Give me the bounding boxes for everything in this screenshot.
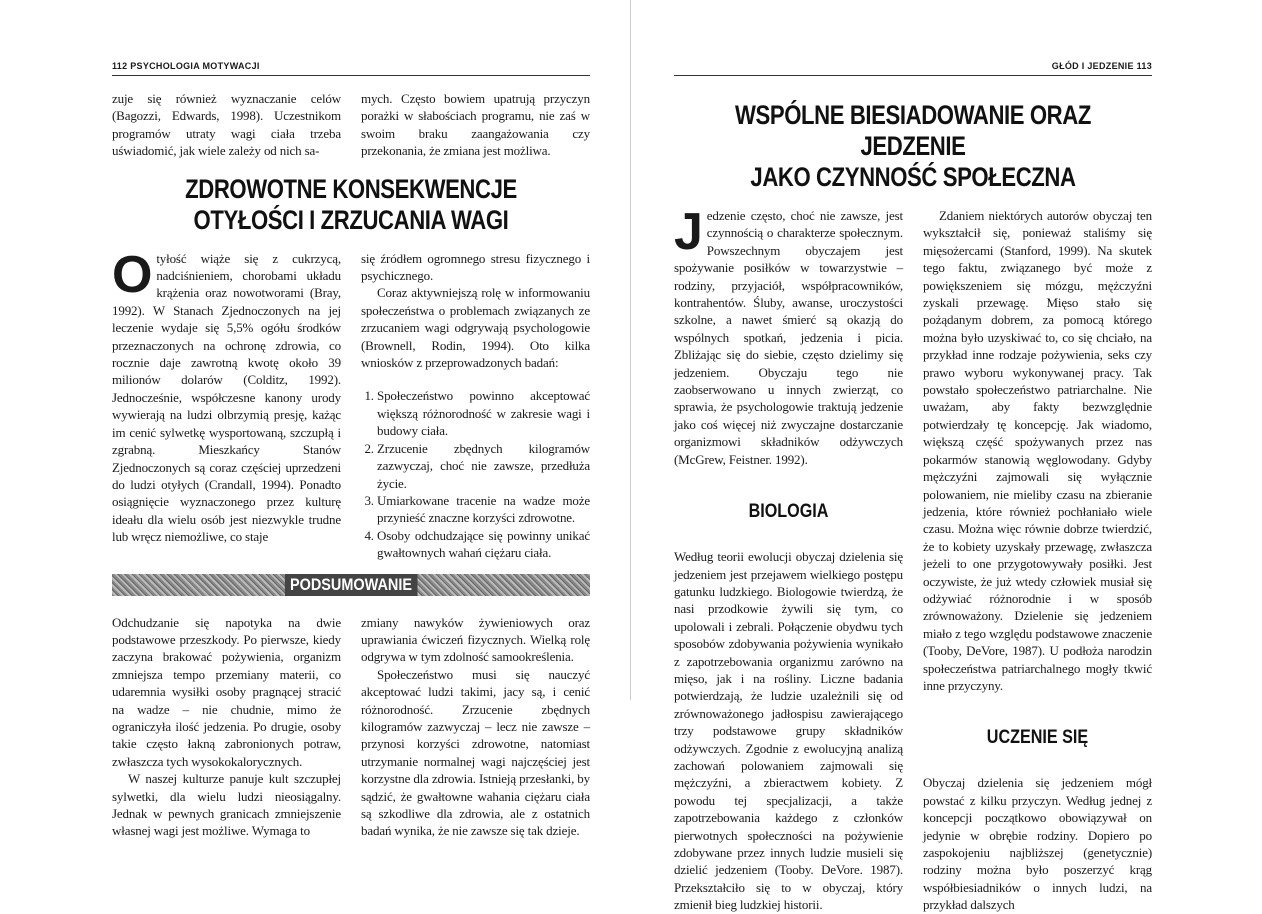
chapter-title	[717, 100, 1109, 193]
title-line: WSPÓLNE BIESIADOWANIE ORAZ JEDZENIE	[735, 100, 1091, 161]
paragraph: edzenie często, choć nie zawsze, jest czynnością o charakterze społecznym. Powszechnym obyczajem jest spożywanie posiłków w towarzystwie – rodziny, przyjaciół, współpracowników, kontrahentów. Śluby, awanse, uroczystości szkolne, a nawet śmierć są okazją do wspólnych spotkań, jedzenia i picia. Zbliżając się do siebie, często dzielimy się jedzeniem. Obyczaju tego nie zaobserwowano u innych zwierząt, co sprawia, że psychologowie traktują jedzenie jako coś więcej niż zwyczajne dostarczanie organizmowi składników odżywczych (McGrew, Feistner. 1992).	[674, 208, 903, 467]
paragraph: tyłość wiąże się z cukrzycą, nadciśnieniem, chorobami układu krążenia oraz nowotworami (Bray, 1992). W Stanach Zjednoczonych na jej leczenie wydaje się 5,5% ogółu środków przeznaczonych na ochronę zdrowia, co rocznie daje zawrotną kwotę około 39 milionów dolarów (Colditz, 1992). Jednocześnie, współczesne kanony urody wywierają na ludzi olbrzymią presję, każąc im cenić sylwetkę wysportowaną, szczupłą i zgrabną. Mieszkańcy Stanów Zjednoczonych są coraz częściej uprzedzeni do ludzi otyłych (Crandall, 1994). Ponadto osiągnięcie wyznaczonego przez kulturę ideału dla wielu osób jest niezwykle trudne lub wręcz niemożliwe, co staje	[112, 250, 341, 545]
summary-col1	[112, 614, 341, 840]
findings-list	[361, 387, 590, 561]
paragraph: zmiany nawyków żywieniowych oraz uprawiania ćwiczeń fizycznych. Wielką rolę odgrywa w tym zdolność samookreślenia.	[361, 614, 590, 665]
left-top-text	[112, 90, 590, 160]
left-top-col1	[112, 90, 341, 160]
book-spine	[630, 0, 631, 700]
health-text	[112, 245, 590, 562]
drop-cap: J	[674, 203, 703, 261]
summary-col2	[361, 614, 590, 840]
paragraph: Coraz aktywniejszą rolę w informowaniu społeczeństwa o problemach związanych ze zrzucaniem wagi odgrywają psychologowie (Brownell, Rodin, 1994). Oto kilka wniosków z przeprowadzonych badań:	[361, 285, 590, 371]
right-page	[674, 60, 1152, 914]
biology-text	[674, 548, 903, 914]
paragraph: mych. Często bowiem upatrują przyczyn porażki w słabościach programu, nie zaś w swoim braku zaangażowania czy przekonania, że zmiana jest możliwa.	[361, 91, 590, 159]
section-title-learning: UCZENIE SIĘ	[986, 727, 1089, 749]
summary-banner	[112, 574, 590, 596]
paragraph: Obyczaj dzielenia się jedzeniem mógł powstać z kilku przyczyn. Według jednej z koncepcji początkowo obowiązywał on jedynie w obrębie rodziny. Dopiero po zaspokojeniu najbliższej (genetycznie) rodziny można było poszerzyć krąg współbiesiadników o innych ludzi, na przykład dalszych	[923, 775, 1152, 913]
paragraph: Zdaniem niektórych autorów obyczaj ten wykształcił się, ponieważ staliśmy się mięsożercami (Stanford, 1999). Na skutek tego faktu, związanego być może z powiększeniem się mózgu, mężczyźni zyskali przewagę. Mięso stało się pożądanym dobrem, za pomocą którego można było uzyskiwać to, co się chciało, na przykład inne rodzaje pożywienia, seks czy prawo wyboru wykonywanej pracy. Tak powstało społeczeństwo patriarchalne. Nie uważam, aby fakty bezwzględnie potwierdzały tę koncepcję. Jak wiadomo, większą część spożywanych przez nas pokarmów stanowią węglowodany. Gdyby mężczyźni zajmowali się wyłącznie polowaniem, nie mieliby czasu na zbieranie jedzenia, które również pochłaniało wiele czasu. Można więc równie dobrze twierdzić, że to kobiety uzyskały przewagę, zwłaszcza jeżeli to one przygotowywały posiłki. Jest oczywiste, że już wtedy człowiek musiał się odżywiać różnorodnie i w sposób zrównoważony. Dzielenie się jedzeniem miało z tego względu podstawowe znaczenie (Tooby, DeVore, 1987). U podłoża narodzin społeczeństwa patriarchalnego mogły tkwić inne przyczyny.	[923, 208, 1152, 693]
drop-cap: O	[112, 245, 153, 304]
summary-text	[112, 614, 590, 840]
col2-text	[923, 207, 1152, 694]
learning-text	[923, 774, 1152, 913]
title-line: ZDROWOTNE KONSEKWENCJE	[185, 173, 517, 204]
right-text	[674, 203, 1152, 914]
paragraph: Odchudzanie się napotyka na dwie podstawowe przeszkody. Po pierwsze, kiedy zaczyna brakować pożywienia, organizm zmniejsza tempo przemiany materii, co udaremnia wysiłki osoby pragnącej stracić na wadze – nie chudnie, mimo że ograniczyła ilość jedzenia. Po drugie, osoby takie często łakną zabronionych potraw, zwłaszcza tych wysokokalorycznych.	[112, 614, 341, 769]
left-top-col2	[361, 90, 590, 160]
intro-text	[674, 203, 903, 468]
paragraph: się źródłem ogromnego stresu fizycznego i psychicznego.	[361, 250, 590, 284]
left-page	[112, 60, 590, 840]
paragraph: Według teorii ewolucji obyczaj dzielenia się jedzeniem jest przejawem wielkiego postępu gatunku ludzkiego. Biologowie twierdzą, że nasi przodkowie żywili się tym, co upolowali i zebrali. Połączenie obydwu tych sposobów zdobywania pożywienia wynikało z zapotrzebowania organizmu zarówno na mięso, jak i na rośliny. Liczne badania potwierdzają, że ludzie uzależnili się od zrównoważonego jadłospisu zawierającego trzy podstawowe grupy składników odżywczych. Zgodnie z ewolucyjną analizą zachowań polowaniem zajmowali się mężczyźni, a zbieractwem kobiety. Z powodu tej specjalizacji, a także zapotrzebowania każdego z członków pierwotnych społeczności na pożywienie zdobywane przez innych ludzie musieli się dzielić jedzeniem (Tooby. DeVore. 1987). Przekształciło się to w obyczaj, który zmienił bieg ludzkiej historii.	[674, 549, 903, 913]
section-title-biology: BIOLOGIA	[748, 501, 829, 523]
left-running-header: 112 PSYCHOLOGIA MOTYWACJI	[112, 60, 590, 76]
list-item: 2. Zrzucenie zbędnych kilogramów zazwyczaj, choć nie zawsze, przedłuża życie.	[377, 440, 590, 492]
paragraph: Społeczeństwo musi się nauczyć akceptować ludzi takimi, jacy są, i cenić różnorodność. Zrzucenie zbędnych kilogramów zazwyczaj – lecz nie zawsze – przynosi korzyści zdrowotne, natomiast utrzymanie normalnej wagi najczęściej jest korzystne dla zdrowia. Istnieją przesłanki, by sądzić, że gwałtowne wahania ciężaru ciała są szkodliwe dla zdrowia, ale z ostatnich badań wynika, że nie zawsze się tak dzieje.	[361, 666, 590, 839]
right-col1	[674, 203, 903, 914]
list-item: 4. Osoby odchudzające się powinny unikać gwałtownych wahań ciężaru ciała.	[377, 527, 590, 562]
health-col1	[112, 245, 341, 546]
health-col2	[361, 250, 590, 562]
list-item: 3. Umiarkowane tracenie na wadze może przynieść znaczne korzyści zdrowotne.	[377, 492, 590, 527]
right-col2	[923, 207, 1152, 914]
paragraph: W naszej kulturze panuje kult szczupłej sylwetki, dla wielu ludzi nieosiągalny. Jednak w pewnych granicach zmniejszenie własnej wagi jest możliwe. Wymaga to	[112, 771, 341, 839]
section-title-health	[155, 174, 547, 236]
list-item: 1. Społeczeństwo powinno akceptować większą różnorodność w zakresie wagi i budowy ciała.	[377, 387, 590, 439]
right-running-header: GŁÓD I JEDZENIE 113	[674, 60, 1152, 76]
paragraph: zuje się również wyznaczanie celów (Bagozzi, Edwards, 1998). Uczestnikom programów utraty wagi ciała trzeba uświadomić, jak wiele zależy od nich sa-	[112, 91, 341, 159]
title-line: OTYŁOŚCI I ZRZUCANIA WAGI	[193, 204, 509, 235]
title-line: JAKO CZYNNOŚĆ SPOŁECZNA	[750, 162, 1076, 192]
summary-title: PODSUMOWANIE	[285, 574, 417, 596]
